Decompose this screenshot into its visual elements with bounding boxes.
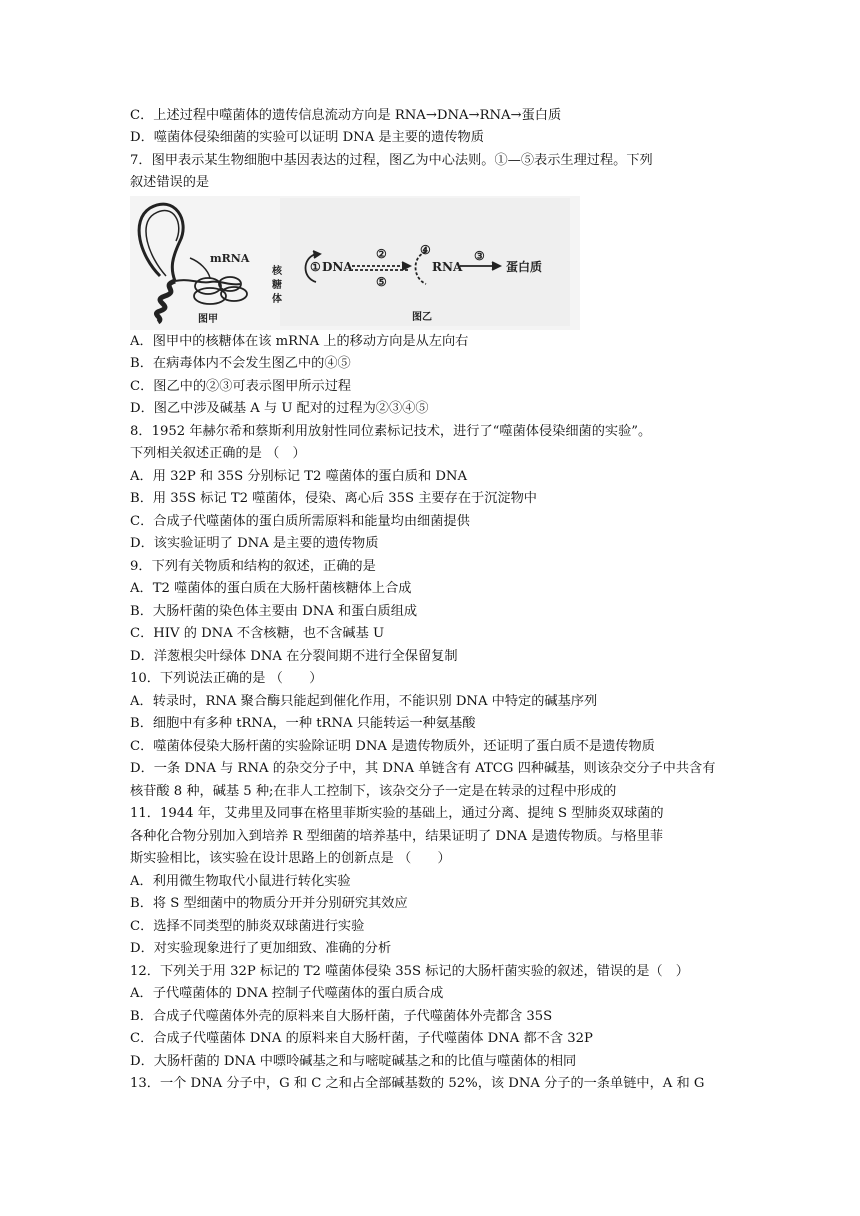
process-1-label: ① (310, 260, 321, 274)
text-line: D．对实验现象进行了更加细致、准确的分析 (130, 941, 392, 956)
text-line: C．图乙中的②③可表示图甲所示过程 (130, 379, 352, 394)
figure-svg (130, 196, 580, 330)
text-line: 斯实验相比，该实验在设计思路上的创新点是 （ ） (130, 851, 451, 866)
protein-node: 蛋白质 (506, 260, 543, 274)
process-4-label: ④ (420, 243, 431, 257)
text-line: 核苷酸 8 种，碱基 5 种;在非人工控制下，该杂交分子一定是在转录的过程中形成的 (130, 784, 617, 799)
text-line: B．大肠杆菌的染色体主要由 DNA 和蛋白质组成 (130, 604, 418, 619)
process-2-label: ② (376, 247, 387, 261)
text-line: C．合成子代噬菌体 DNA 的原料来自大肠杆菌，子代噬菌体 DNA 都不含 32P (130, 1031, 593, 1046)
figure-yi-caption: 图乙 (412, 312, 432, 323)
text-line: D．图乙中涉及碱基 A 与 U 配对的过程为②③④⑤ (130, 401, 429, 416)
text-line: C．噬菌体侵染大肠杆菌的实验除证明 DNA 是遗传物质外，还证明了蛋白质不是遗传物质 (130, 739, 655, 754)
ribosome-label-2: 糖 (272, 280, 282, 291)
text-line: C．选择不同类型的肺炎双球菌进行实验 (130, 919, 365, 934)
text-line: C．上述过程中噬菌体的遗传信息流动方向是 RNA→DNA→RNA→蛋白质 (130, 108, 562, 123)
text-line: 叙述错误的是 (130, 175, 210, 190)
text-line: D．洋葱根尖叶绿体 DNA 在分裂间期不进行全保留复制 (130, 649, 458, 664)
text-line: A．转录时，RNA 聚合酶只能起到催化作用，不能识别 DNA 中特定的碱基序列 (130, 694, 598, 709)
mrna-label: mRNA (210, 252, 250, 265)
text-line: D．大肠杆菌的 DNA 中嘌呤碱基之和与嘧啶碱基之和的比值与噬菌体的相同 (130, 1054, 577, 1069)
text-line: A．子代噬菌体的 DNA 控制子代噬菌体的蛋白质合成 (130, 986, 444, 1001)
ribosome-label-1: 核 (272, 266, 282, 277)
text-line: D．一条 DNA 与 RNA 的杂交分子中，其 DNA 单链含有 ATCG 四种碱基，则该杂交分子中共含有 (130, 761, 716, 776)
text-line: B．合成子代噬菌体外壳的原料来自大肠杆菌，子代噬菌体外壳都含 35S (130, 1009, 553, 1024)
text-line: B．在病毒体内不会发生图乙中的④⑤ (130, 356, 351, 371)
text-line: B．细胞中有多种 tRNA，一种 tRNA 只能转运一种氨基酸 (130, 716, 476, 731)
text-line: B．用 35S 标记 T2 噬菌体，侵染、离心后 35S 主要存在于沉淀物中 (130, 491, 537, 506)
text-line: D．该实验证明了 DNA 是主要的遗传物质 (130, 536, 379, 551)
text-line: A．用 32P 和 35S 分别标记 T2 噬菌体的蛋白质和 DNA (130, 469, 467, 484)
text-line: D．噬菌体侵染细菌的实验可以证明 DNA 是主要的遗传物质 (130, 130, 484, 145)
question-12-stem: 12．下列关于用 32P 标记的 T2 噬菌体侵染 35S 标记的大肠杆菌实验的叙述，错误的是（ ） (130, 964, 689, 979)
text-line: 各种化合物分别加入到培养 R 型细菌的培养基中，结果证明了 DNA 是遗传物质。与格里菲 (130, 829, 664, 844)
question-10-stem: 10．下列说法正确的是 （ ） (130, 671, 323, 686)
text-line: A．图甲中的核糖体在该 mRNA 上的移动方向是从左向右 (130, 334, 469, 349)
text-line: B．将 S 型细菌中的物质分开并分别研究其效应 (130, 896, 408, 911)
text-line: 下列相关叙述正确的是 （ ） (130, 446, 306, 461)
rna-node: RNA (432, 260, 463, 274)
gene-expression-figure (130, 196, 580, 330)
text-line: C．合成子代噬菌体的蛋白质所需原料和能量均由细菌提供 (130, 514, 470, 529)
ribosome-label-3: 体 (272, 294, 282, 305)
question-8-stem: 8．1952 年赫尔希和蔡斯利用放射性同位素标记技术，进行了“噬菌体侵染细菌的实验”。 (130, 424, 652, 439)
text-line: A．利用微生物取代小鼠进行转化实验 (130, 874, 351, 889)
process-5-label: ⑤ (376, 275, 387, 289)
question-11-stem: 11．1944 年，艾弗里及同事在格里菲斯实验的基础上，通过分离、提纯 S 型肺炎双球菌的 (130, 806, 664, 821)
process-3-label: ③ (474, 249, 485, 263)
question-13-stem: 13．一个 DNA 分子中，G 和 C 之和占全部碱基数的 52%，该 DNA 分子的一条单链中，A 和 G (130, 1076, 705, 1091)
dna-node: DNA (322, 260, 353, 274)
question-9-stem: 9．下列有关物质和结构的叙述，正确的是 (130, 559, 376, 574)
question-7-stem: 7．图甲表示某生物细胞中基因表达的过程，图乙为中心法则。①—⑤表示生理过程。下列 (130, 153, 653, 168)
text-line: A．T2 噬菌体的蛋白质在大肠杆菌核糖体上合成 (130, 581, 412, 596)
text-line: C．HIV 的 DNA 不含核糖，也不含碱基 U (130, 626, 385, 641)
figure-jia-caption: 图甲 (198, 314, 218, 325)
